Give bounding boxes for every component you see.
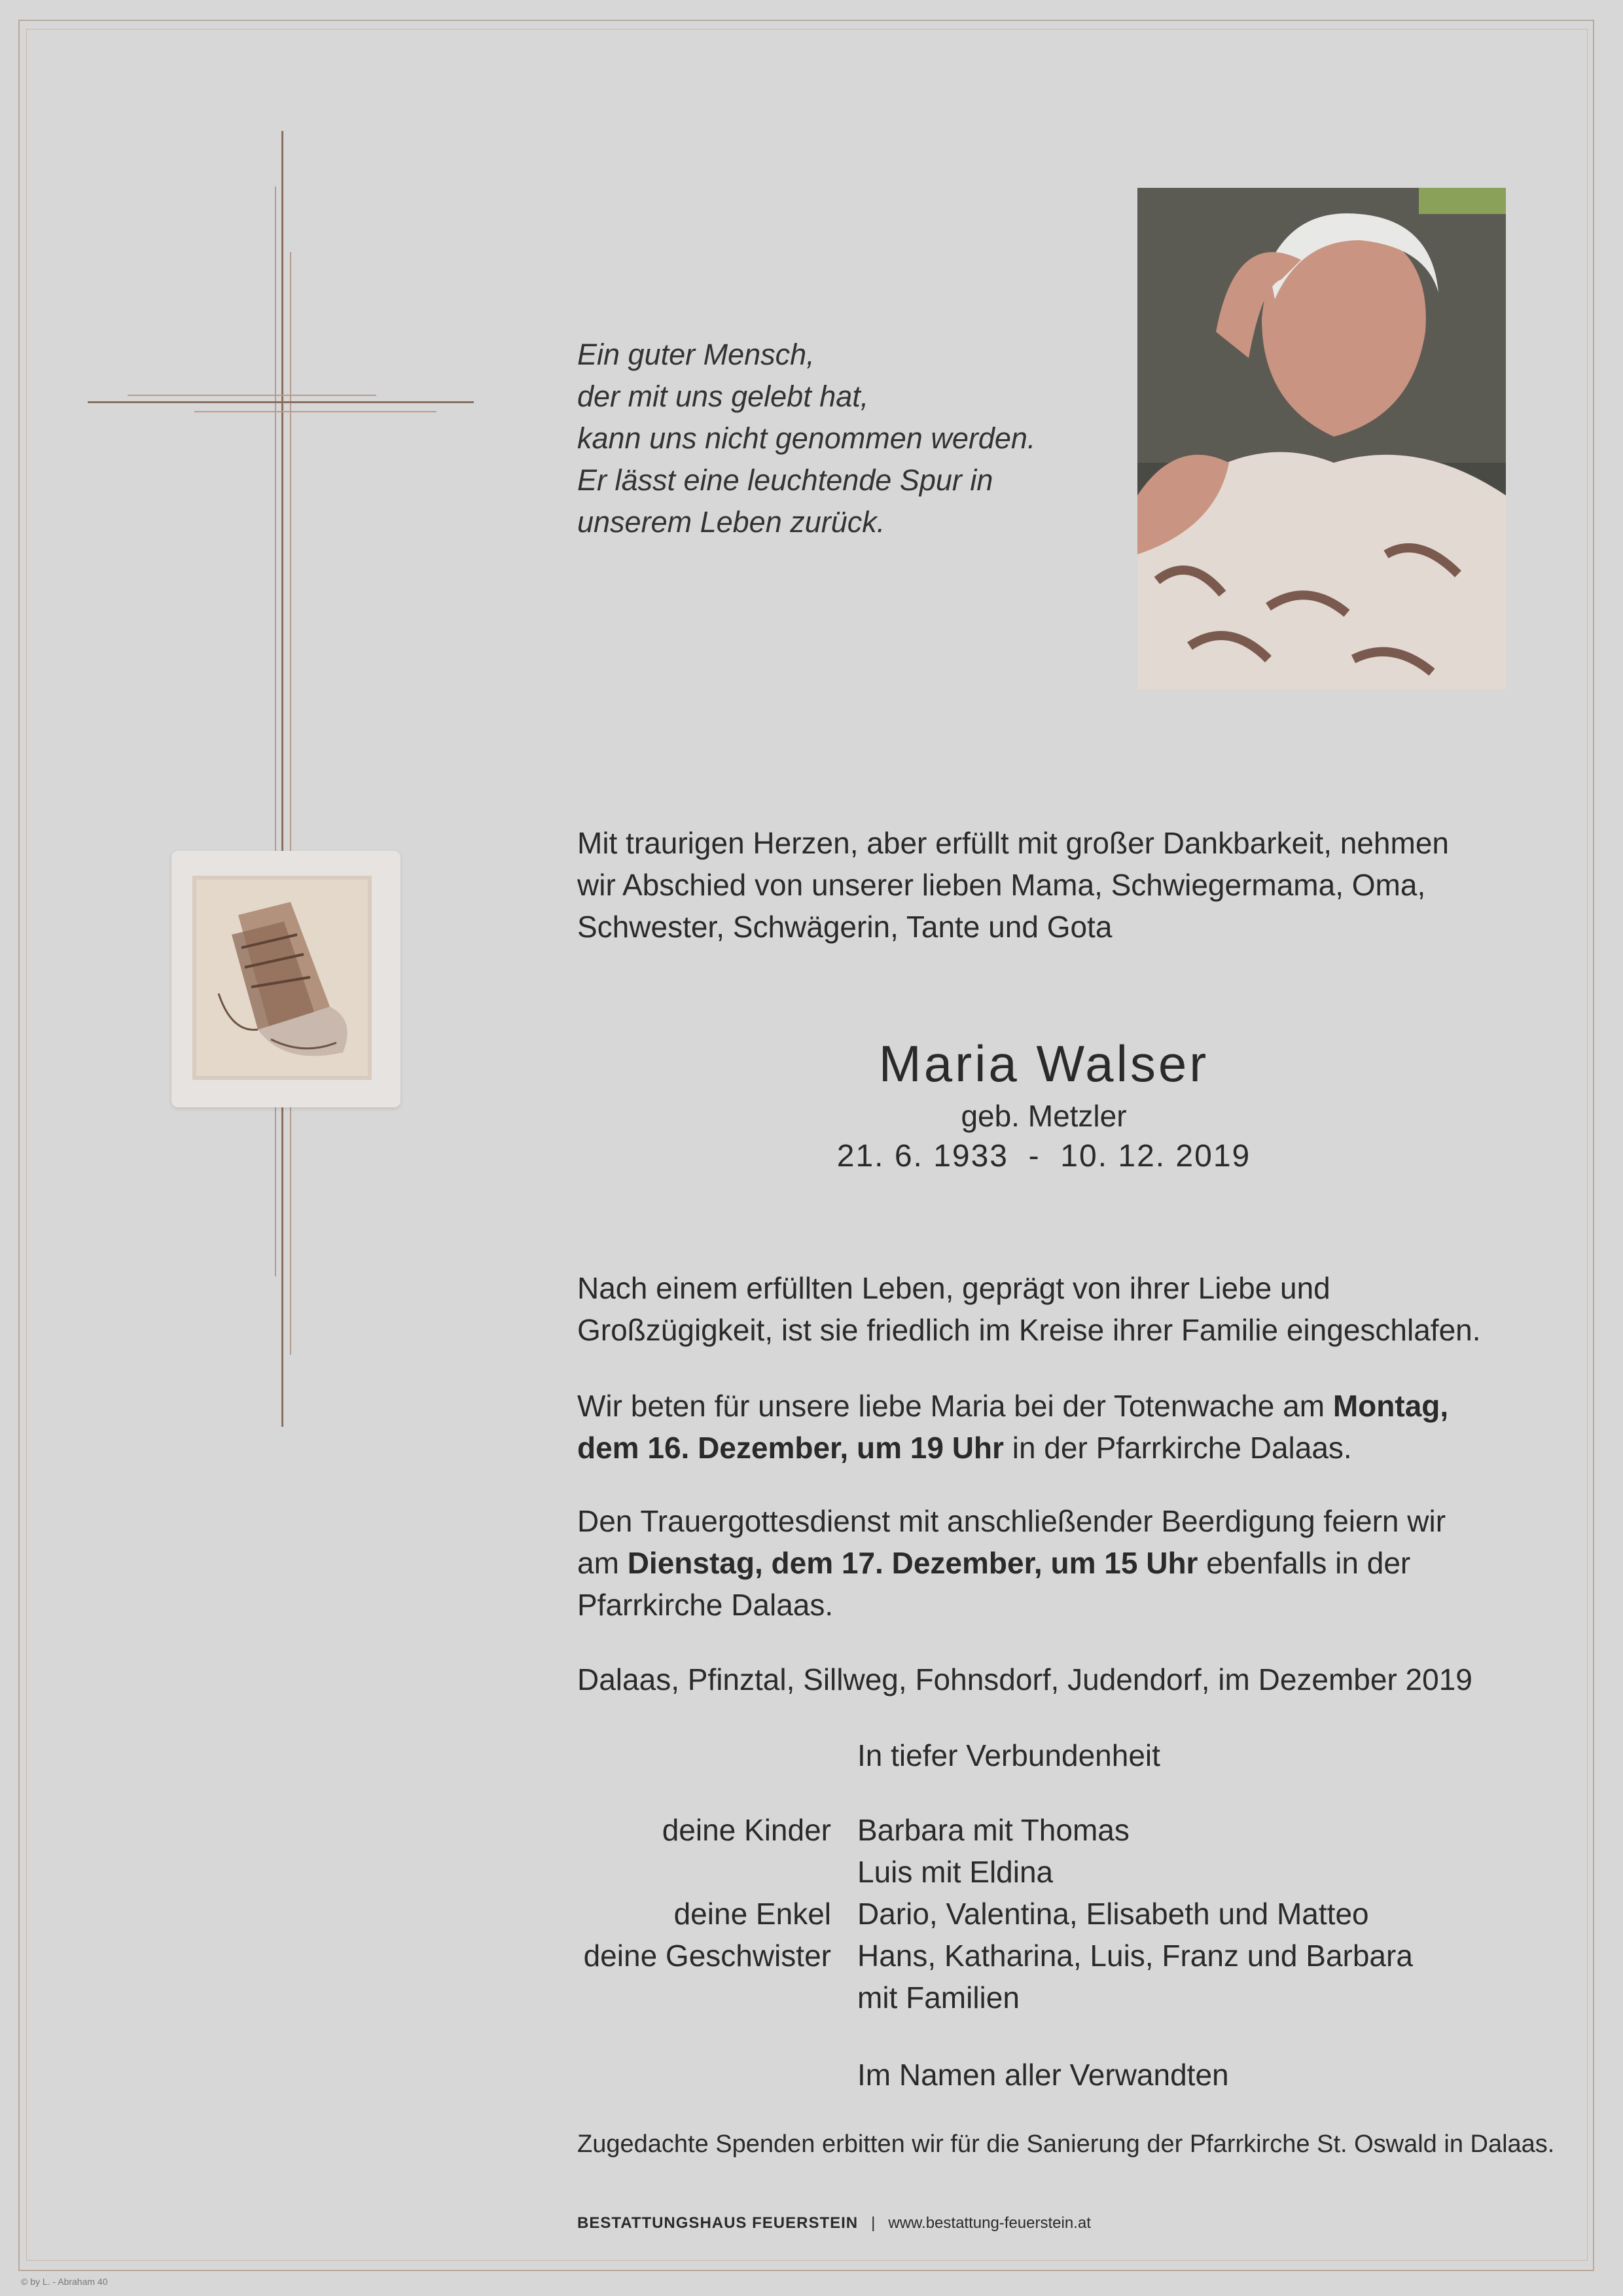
life-paragraph-line: Nach einem erfüllten Leben, geprägt von ihrer Liebe und bbox=[577, 1271, 1330, 1305]
footer bbox=[577, 2212, 1091, 2234]
vigil-day: Montag, bbox=[1332, 1389, 1449, 1423]
company-name: BESTATTUNGSHAUS FEUERSTEIN bbox=[577, 2214, 859, 2232]
siblings-label: deine Geschwister bbox=[583, 1939, 831, 1973]
places-line: Dalaas, Pfinztal, Sillweg, Fohnsdorf, Judendorf, im Dezember 2019 bbox=[577, 1662, 1472, 1696]
life-paragraph bbox=[577, 1267, 1507, 1351]
vigil-location: in der Pfarrkirche Dalaas. bbox=[1003, 1431, 1352, 1465]
poem-line: kann uns nicht genommen werden. bbox=[577, 422, 1036, 455]
closing-line: In tiefer Verbundenheit bbox=[857, 1738, 1160, 1772]
poem-line: unserem Leben zurück. bbox=[577, 505, 885, 539]
relatives-line: Im Namen aller Verwandten bbox=[857, 2058, 1229, 2092]
birth-name: geb. Metzler bbox=[961, 1099, 1127, 1133]
funeral-location: Pfarrkirche Dalaas. bbox=[577, 1588, 834, 1622]
deceased-name: Maria Walser bbox=[878, 1035, 1209, 1092]
praying-hands-card bbox=[171, 851, 401, 1107]
children-names: Luis mit Eldina bbox=[857, 1855, 1054, 1889]
footer-separator: | bbox=[871, 2214, 876, 2232]
funeral-paragraph bbox=[577, 1500, 1507, 1626]
poem-line: der mit uns gelebt hat, bbox=[577, 380, 869, 413]
funeral-date-time: Dienstag, dem 17. Dezember, um 15 Uhr bbox=[627, 1546, 1198, 1580]
vigil-date-time: dem 16. Dezember, um 19 Uhr bbox=[577, 1431, 1004, 1465]
siblings-names: Hans, Katharina, Luis, Franz und Barbara bbox=[857, 1939, 1413, 1973]
vigil-text: Wir beten für unsere liebe Maria bei der Totenwache am bbox=[577, 1389, 1333, 1423]
siblings-names: mit Familien bbox=[857, 1981, 1020, 2015]
intro-line: Mit traurigen Herzen, aber erfüllt mit großer Dankbarkeit, nehmen bbox=[577, 826, 1450, 860]
poem-line: Er lässt eine leuchtende Spur in bbox=[577, 463, 993, 497]
deceased-block bbox=[654, 1031, 1433, 1177]
children-names: Barbara mit Thomas bbox=[857, 1813, 1130, 1847]
funeral-text: Den Trauergottesdienst mit anschließender Beerdigung feiern wir bbox=[577, 1504, 1446, 1538]
poem bbox=[577, 334, 1035, 543]
life-dates: 21. 6. 1933 - 10. 12. 2019 bbox=[836, 1139, 1251, 1174]
donation-note: Zugedachte Spenden erbitten wir für die Sanierung der Pfarrkirche St. Oswald in Dalaas. bbox=[577, 2130, 1555, 2158]
grandchildren-names: Dario, Valentina, Elisabeth und Matteo bbox=[857, 1897, 1369, 1931]
grandchildren-label: deine Enkel bbox=[673, 1897, 831, 1931]
intro-line: wir Abschied von unserer lieben Mama, Schwiegermama, Oma, bbox=[577, 868, 1426, 902]
life-paragraph-line: Großzügigkeit, ist sie friedlich im Kreise ihrer Familie eingeschlafen. bbox=[577, 1313, 1481, 1347]
copyright-note: © by L. - Abraham 40 bbox=[21, 2276, 108, 2287]
intro-line: Schwester, Schwägerin, Tante und Gota bbox=[577, 910, 1113, 944]
website-link[interactable]: www.bestattung-feuerstein.at bbox=[888, 2214, 1091, 2232]
vigil-paragraph bbox=[577, 1385, 1507, 1469]
intro-text bbox=[577, 822, 1507, 948]
poem-line: Ein guter Mensch, bbox=[577, 338, 815, 371]
funeral-text-suffix: ebenfalls in der bbox=[1198, 1546, 1411, 1580]
funeral-text-prefix: am bbox=[577, 1546, 628, 1580]
portrait-photo bbox=[1137, 188, 1506, 689]
children-label: deine Kinder bbox=[662, 1813, 831, 1847]
praying-hands-icon bbox=[192, 876, 372, 1080]
